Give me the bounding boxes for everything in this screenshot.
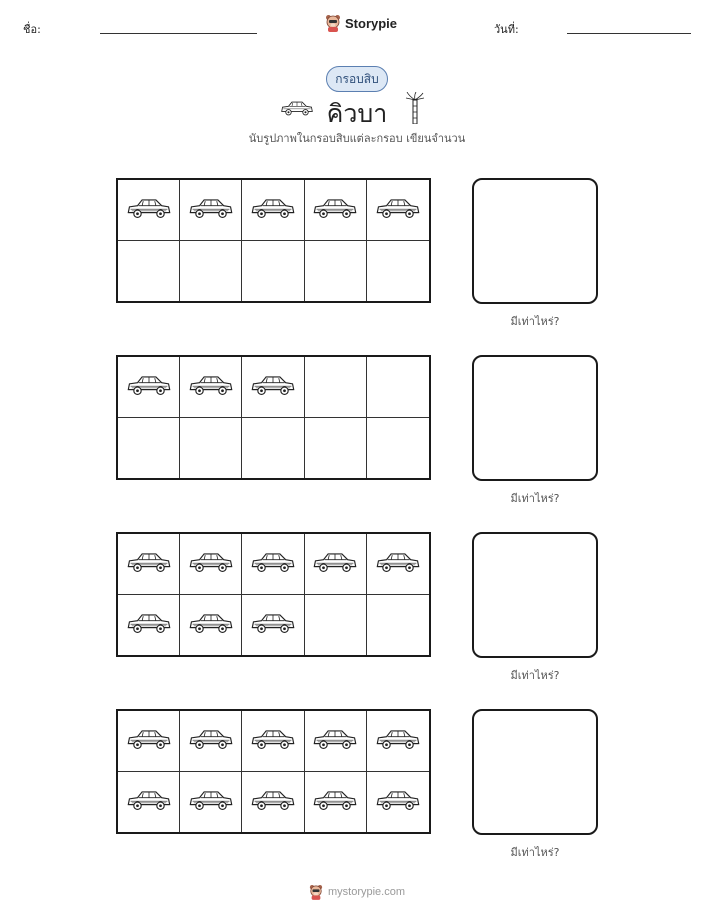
frame-cell	[367, 595, 429, 656]
car-icon	[188, 725, 234, 757]
frame-cell	[180, 711, 242, 772]
frame-cell	[118, 241, 180, 302]
page-title: คิวบา	[326, 99, 388, 128]
answer-box[interactable]	[472, 355, 598, 481]
car-icon	[312, 548, 358, 580]
instruction-text: นับรูปภาพในกรอบสิบแต่ละกรอบ เขียนจำนวน	[248, 132, 466, 145]
car-icon	[188, 194, 234, 226]
ten-frame	[116, 178, 431, 303]
frame-cell	[180, 595, 242, 656]
frame-cell	[305, 241, 367, 302]
question-label: มีเท่าไหร่?	[510, 492, 560, 505]
frame-cell	[367, 241, 429, 302]
frame-cell	[118, 595, 180, 656]
topic-badge: กรอบสิบ	[326, 66, 388, 92]
car-icon	[188, 548, 234, 580]
frame-cell	[367, 711, 429, 772]
frame-cell	[242, 595, 304, 656]
frame-cell	[305, 357, 367, 418]
brand	[325, 12, 397, 34]
footer-site[interactable]: mystorypie.com	[327, 886, 406, 898]
sugarcane-icon	[405, 92, 425, 124]
car-icon	[250, 786, 296, 818]
car-icon	[312, 194, 358, 226]
frame-cell	[367, 180, 429, 241]
frame-cell	[242, 711, 304, 772]
frame-cell	[242, 418, 304, 479]
frame-cell	[305, 711, 367, 772]
frame-cell	[367, 772, 429, 833]
car-icon	[126, 548, 172, 580]
title-row	[0, 92, 714, 128]
frame-cell	[180, 357, 242, 418]
frame-cell	[118, 711, 180, 772]
frame-cell	[180, 241, 242, 302]
car-icon	[126, 786, 172, 818]
frame-cell	[305, 595, 367, 656]
ten-frame	[116, 355, 431, 480]
ten-frame	[116, 532, 431, 657]
date-line[interactable]	[567, 33, 691, 34]
name-line[interactable]	[100, 33, 257, 34]
car-icon	[250, 609, 296, 641]
frame-cell	[118, 772, 180, 833]
frame-cell	[242, 357, 304, 418]
answer-box[interactable]	[472, 709, 598, 835]
frame-cell	[367, 418, 429, 479]
frame-cell	[118, 418, 180, 479]
answer-box[interactable]	[472, 178, 598, 304]
car-icon	[126, 194, 172, 226]
frame-cell	[180, 180, 242, 241]
frame-cell	[242, 534, 304, 595]
frame-cell	[242, 241, 304, 302]
car-icon	[126, 725, 172, 757]
car-icon	[375, 548, 421, 580]
frame-cell	[305, 534, 367, 595]
frame-cell	[180, 418, 242, 479]
frame-cell	[180, 772, 242, 833]
car-icon	[188, 609, 234, 641]
frame-cell	[367, 357, 429, 418]
frame-cell	[118, 534, 180, 595]
question-label: มีเท่าไหร่?	[510, 669, 560, 682]
question-label: มีเท่าไหร่?	[510, 846, 560, 859]
bear-logo-icon	[325, 14, 341, 32]
date-label: วันที่:	[494, 23, 519, 36]
car-icon	[250, 194, 296, 226]
car-icon	[312, 786, 358, 818]
car-icon	[375, 194, 421, 226]
frame-cell	[118, 357, 180, 418]
name-label: ชื่อ:	[23, 23, 41, 36]
car-icon	[375, 786, 421, 818]
question-label: มีเท่าไหร่?	[510, 315, 560, 328]
frame-cell	[242, 772, 304, 833]
bear-logo-icon	[309, 884, 323, 900]
car-icon	[250, 548, 296, 580]
answer-box[interactable]	[472, 532, 598, 658]
frame-cell	[118, 180, 180, 241]
frame-cell	[242, 180, 304, 241]
ten-frame	[116, 709, 431, 834]
car-icon	[188, 786, 234, 818]
car-icon	[250, 725, 296, 757]
frame-cell	[367, 534, 429, 595]
car-icon	[312, 725, 358, 757]
car-icon	[250, 371, 296, 403]
footer	[0, 884, 714, 900]
car-icon	[375, 725, 421, 757]
car-icon	[188, 371, 234, 403]
car-icon	[126, 609, 172, 641]
frame-cell	[305, 418, 367, 479]
frame-cell	[180, 534, 242, 595]
brand-name: Storypie	[345, 15, 398, 31]
car-icon	[126, 371, 172, 403]
frame-cell	[305, 180, 367, 241]
frame-cell	[305, 772, 367, 833]
